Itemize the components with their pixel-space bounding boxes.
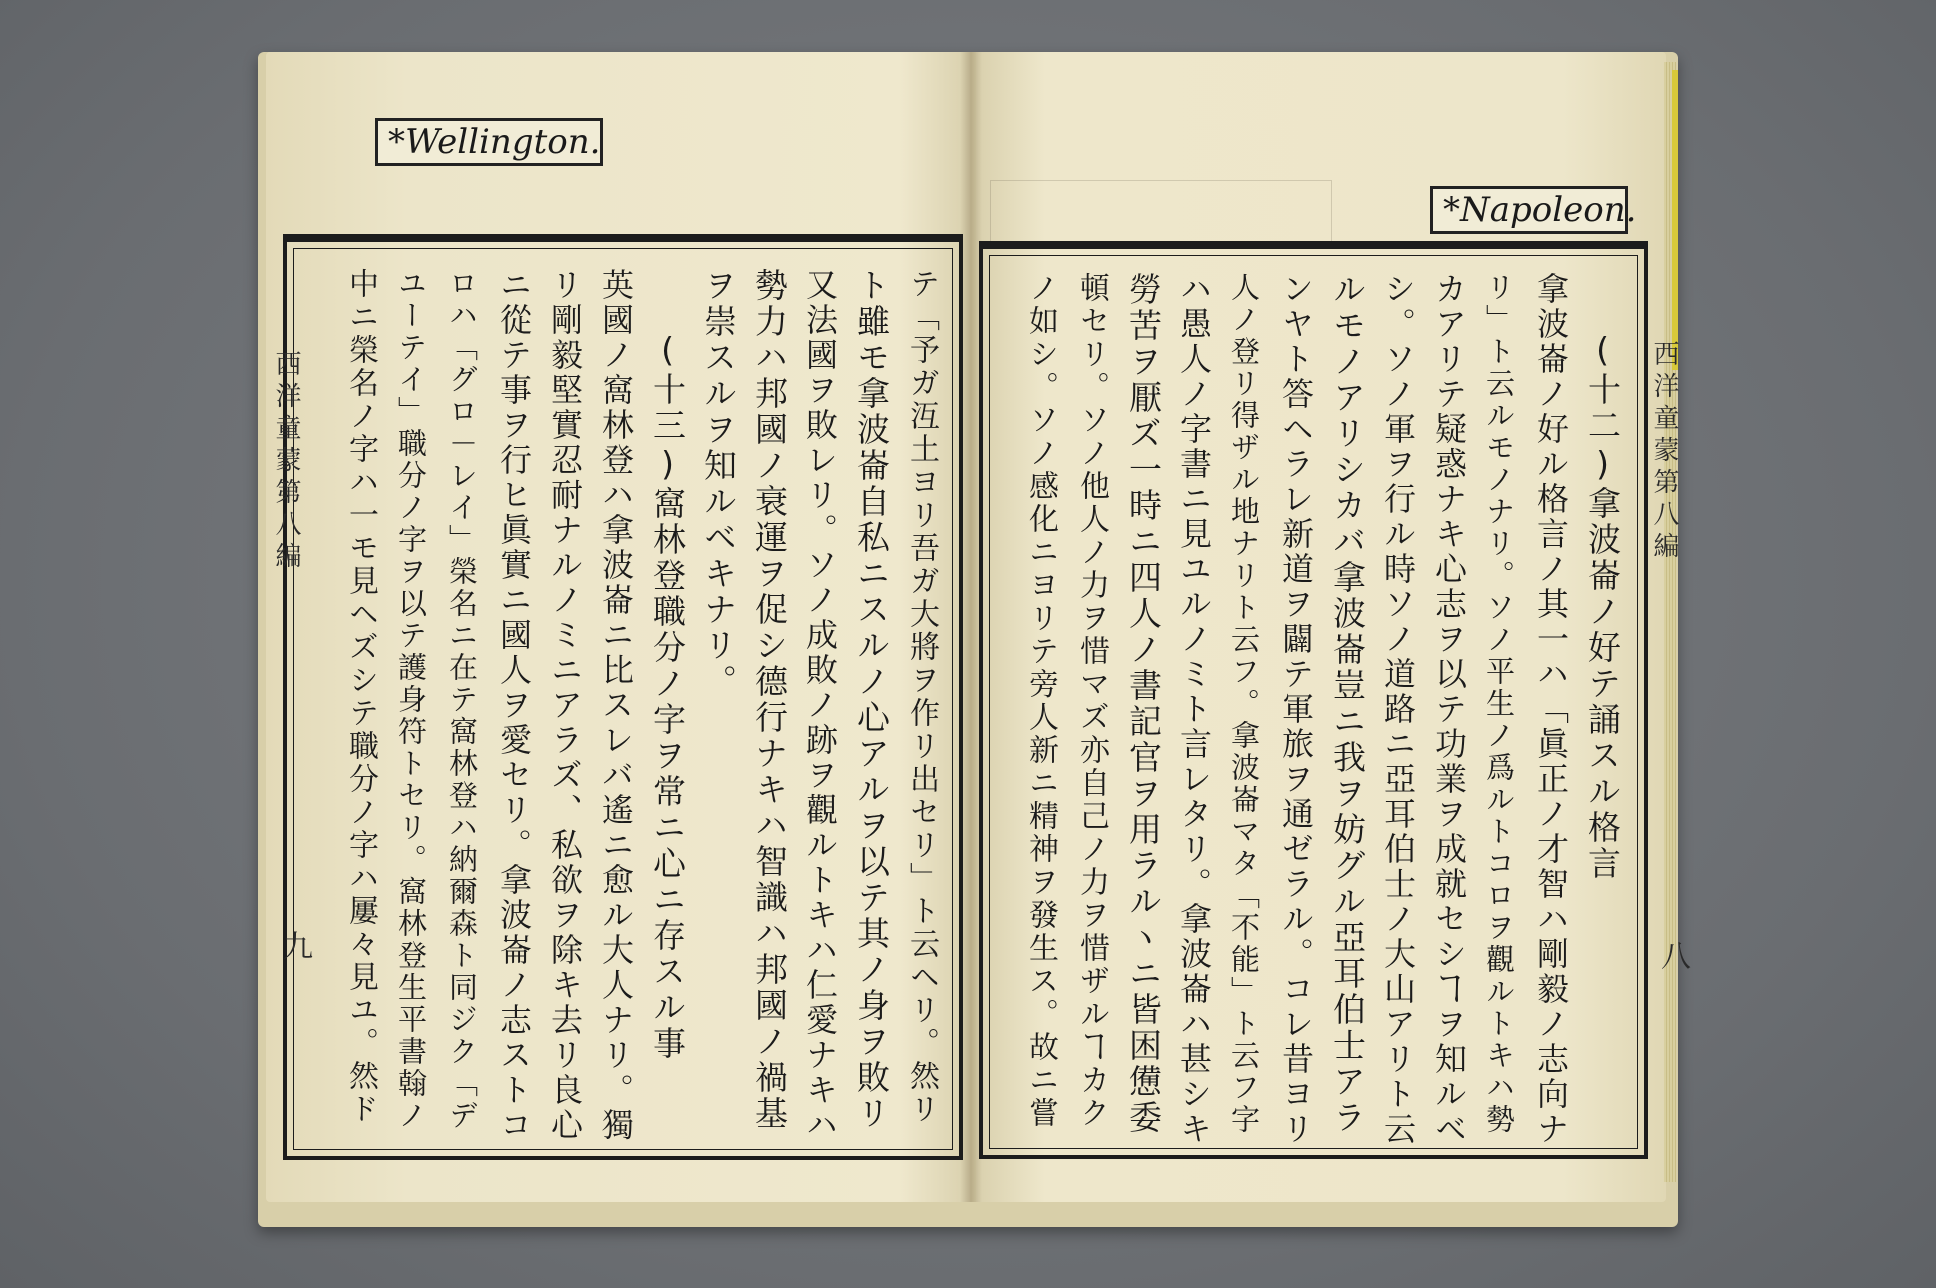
right-col-6: ルモノアリシカバ拿波崙豈ニ我ヲ妨グル亞耳伯士アラ xyxy=(1328,272,1367,1136)
napoleon-label xyxy=(1430,186,1637,234)
left-col-6: (十三)窩林登職分ノ字ヲ常ニ心ニ存スル事 xyxy=(648,330,687,1062)
left-col-10: ロハ「グロ－レイ」榮名ニ在テ窩林登ハ納爾森ト同ジク「デ xyxy=(445,268,479,1132)
right-col-4: カアリテ疑惑ナキ心志ヲ以テ功業ヲ成就セシヿヲ知ルベ xyxy=(1430,272,1468,1147)
yellow-page-edge xyxy=(1672,70,1678,370)
wellington-label-text: *Wellington. xyxy=(388,122,601,162)
left-col-1: テ「予ガ沍土ヨリ吾ガ大將ヲ作リ出セリ」ト云ヘリ。然リ xyxy=(904,268,939,1126)
right-col-7: ンヤト答ヘラレ新道ヲ闢テ軍旅ヲ通ゼラル。コレ昔ヨリ xyxy=(1277,272,1315,1147)
right-page-number: 八 xyxy=(1655,940,1690,970)
left-col-5: ヲ崇スルヲ知ルベキナリ。 xyxy=(699,268,738,700)
right-col-5: シ。ソノ軍ヲ行ル時ソノ道路ニ亞耳伯士ノ大山アリト云 xyxy=(1379,272,1417,1147)
right-col-9: ハ愚人ノ字書ニ見ユルノミト言レタリ。拿波崙ハ甚シキ xyxy=(1175,272,1213,1147)
right-side-title: 西洋童蒙第八編 xyxy=(1649,340,1679,564)
left-col-2: ト雖モ拿波崙自私ニスルノ心アルヲ以テ其ノ身ヲ敗リ xyxy=(852,268,891,1132)
left-col-11: ユーテイ」職分ノ字ヲ以テ護身符トセリ。窩林登生平書翰ノ xyxy=(394,268,428,1132)
left-side-title: 西洋童蒙第八編 xyxy=(271,350,301,574)
right-col-8: 人ノ登リ得ザル地ナリト云フ。拿波崙マタ「不能」ト云フ字 xyxy=(1227,272,1261,1136)
right-col-12: ノ如シ。ソノ感化ニヨリテ旁人新ニ精神ヲ發生ス。故ニ嘗 xyxy=(1023,272,1058,1130)
left-col-8: リ剛毅堅實忍耐ナルノミニアラズ、私欲ヲ除キ去リ良心 xyxy=(546,268,584,1143)
right-col-2: 拿波崙ノ好ル格言ノ其一ハ「眞正ノ才智ハ剛毅ノ志向ナ xyxy=(1532,272,1570,1147)
right-col-11: 頓セリ。ソノ他人ノ力ヲ惜マズ亦自己ノ力ヲ惜ザルヿカク xyxy=(1074,272,1109,1130)
napoleon-label-text: *Napoleon. xyxy=(1443,190,1637,230)
right-col-1: (十二)拿波崙ノ好テ誦スル格言 xyxy=(1583,330,1622,882)
left-page-number: 九 xyxy=(277,930,312,960)
left-col-7: 英國ノ窩林登ハ拿波崙ニ比スレバ遙ニ愈ル大人ナリ。獨 xyxy=(597,268,635,1143)
faint-show-through xyxy=(990,180,1332,242)
right-col-3: リ」ト云ルモノナリ。ソノ平生ノ爲ルトコロヲ觀ルトキハ勢 xyxy=(1482,272,1516,1136)
left-col-4: 勢力ハ邦國ノ衰運ヲ促シ德行ナキハ智識ハ邦國ノ禍基 xyxy=(750,268,789,1132)
right-col-10: 勞苦ヲ厭ズ一時ニ四人ノ書記官ヲ用ラルヽニ皆困憊委 xyxy=(1124,272,1163,1136)
wellington-label xyxy=(375,118,603,166)
left-col-3: 又法國ヲ敗レリ。ソノ成敗ノ跡ヲ觀ルトキハ仁愛ナキハ xyxy=(801,268,839,1143)
left-col-12: 中ニ榮名ノ字ハ一モ見ヘズシテ職分ノ字ハ屢々見ユ。然ド xyxy=(343,268,378,1126)
left-col-9: ニ從テ事ヲ行ヒ眞實ニ國人ヲ愛セリ。拿波崙ノ志ストコ xyxy=(495,268,533,1143)
